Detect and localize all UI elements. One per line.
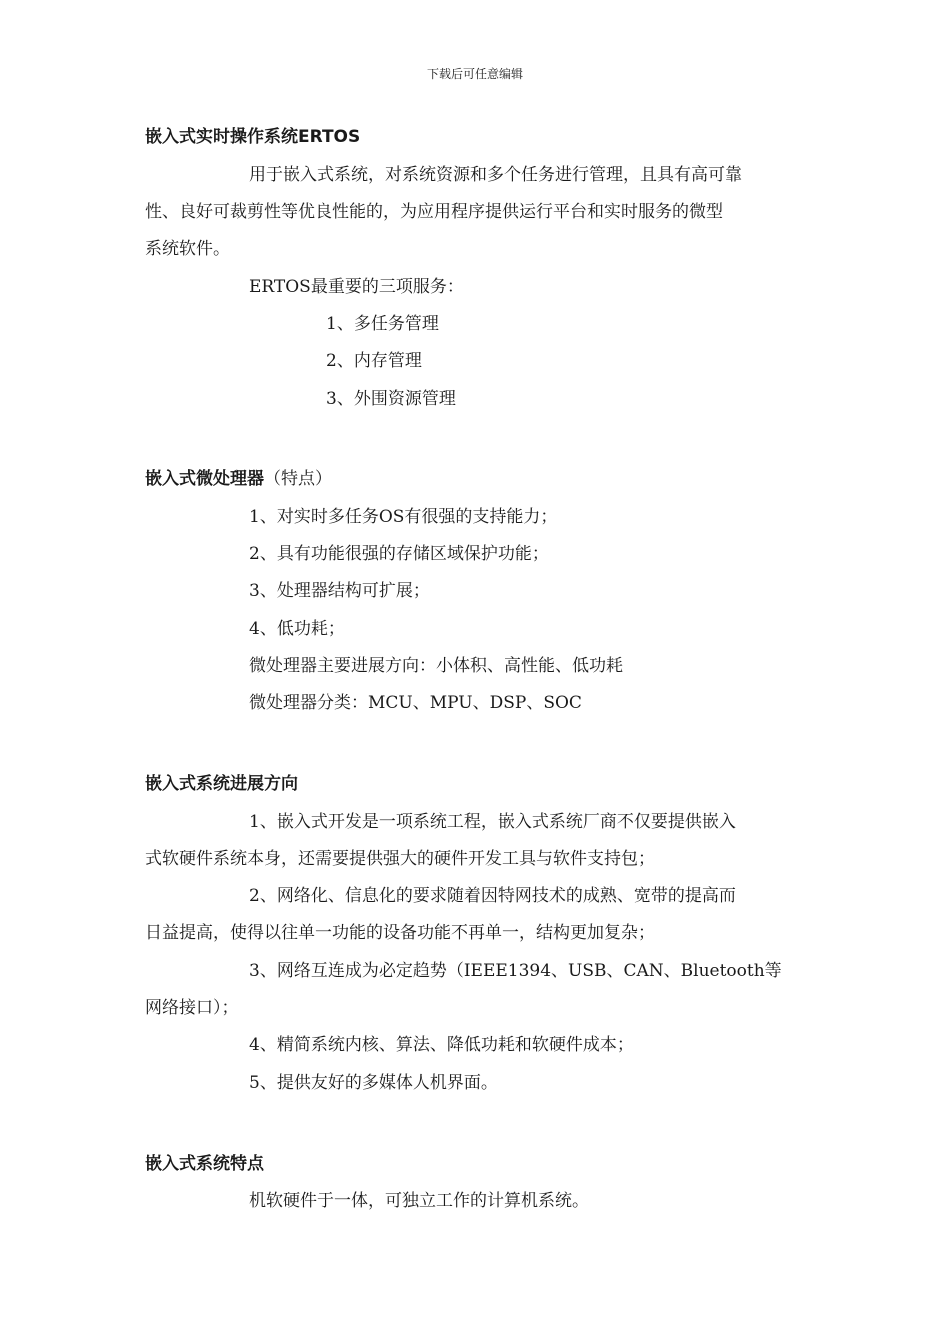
paragraph-line: 性、良好可裁剪性等优良性能的，为应用程序提供运行平台和实时服务的微型 (145, 202, 723, 222)
paragraph-line: 3、网络互连成为必定趋势（IEEE1394、USB、CAN、Bluetooth等 (249, 961, 782, 981)
section-title-features: 嵌入式系统特点 (145, 1154, 264, 1174)
paragraph-line: 2、网络化、信息化的要求随着因特网技术的成熟、宽带的提高而 (249, 886, 736, 906)
list-item: 2、具有功能很强的存储区域保护功能； (249, 544, 549, 564)
page-header: 下载后可任意编辑 (426, 67, 523, 81)
paragraph-line: 网络接口）； (145, 998, 239, 1018)
paragraph-line: 系统软件。 (145, 239, 230, 259)
section-title-microprocessor (145, 467, 332, 491)
services-intro: ERTOS最重要的三项服务： (249, 277, 464, 297)
category-line: 微处理器分类：MCU、MPU、DSP、SOC (249, 693, 582, 713)
direction-line: 微处理器主要进展方向：小体积、高性能、低功耗 (249, 656, 623, 676)
section-title-note: （特点） (264, 469, 332, 489)
list-item: 1、对实时多任务OS有很强的支持能力； (249, 507, 558, 527)
paragraph-line: 5、提供友好的多媒体人机界面。 (249, 1073, 498, 1093)
list-item: 3、处理器结构可扩展； (249, 581, 430, 601)
list-item: 2、内存管理 (326, 351, 422, 371)
section-title-ertos: 嵌入式实时操作系统ERTOS (145, 127, 361, 147)
paragraph-line: 4、精简系统内核、算法、降低功耗和软硬件成本； (249, 1035, 634, 1055)
paragraph-line: 用于嵌入式系统，对系统资源和多个任务进行管理，且具有高可靠 (249, 165, 742, 185)
paragraph-line: 机软硬件于一体，可独立工作的计算机系统。 (249, 1191, 589, 1211)
paragraph-line: 式软硬件系统本身，还需要提供强大的硬件开发工具与软件支持包； (145, 849, 655, 869)
list-item: 1、多任务管理 (326, 314, 439, 334)
list-item: 3、外围资源管理 (326, 389, 456, 409)
paragraph-line: 1、嵌入式开发是一项系统工程，嵌入式系统厂商不仅要提供嵌入 (249, 812, 736, 832)
paragraph-line: 日益提高，使得以往单一功能的设备功能不再单一，结构更加复杂； (145, 923, 655, 943)
section-title-trends: 嵌入式系统进展方向 (145, 774, 298, 794)
list-item: 4、低功耗； (249, 619, 345, 639)
section-title-text: 嵌入式微处理器 (145, 469, 264, 489)
